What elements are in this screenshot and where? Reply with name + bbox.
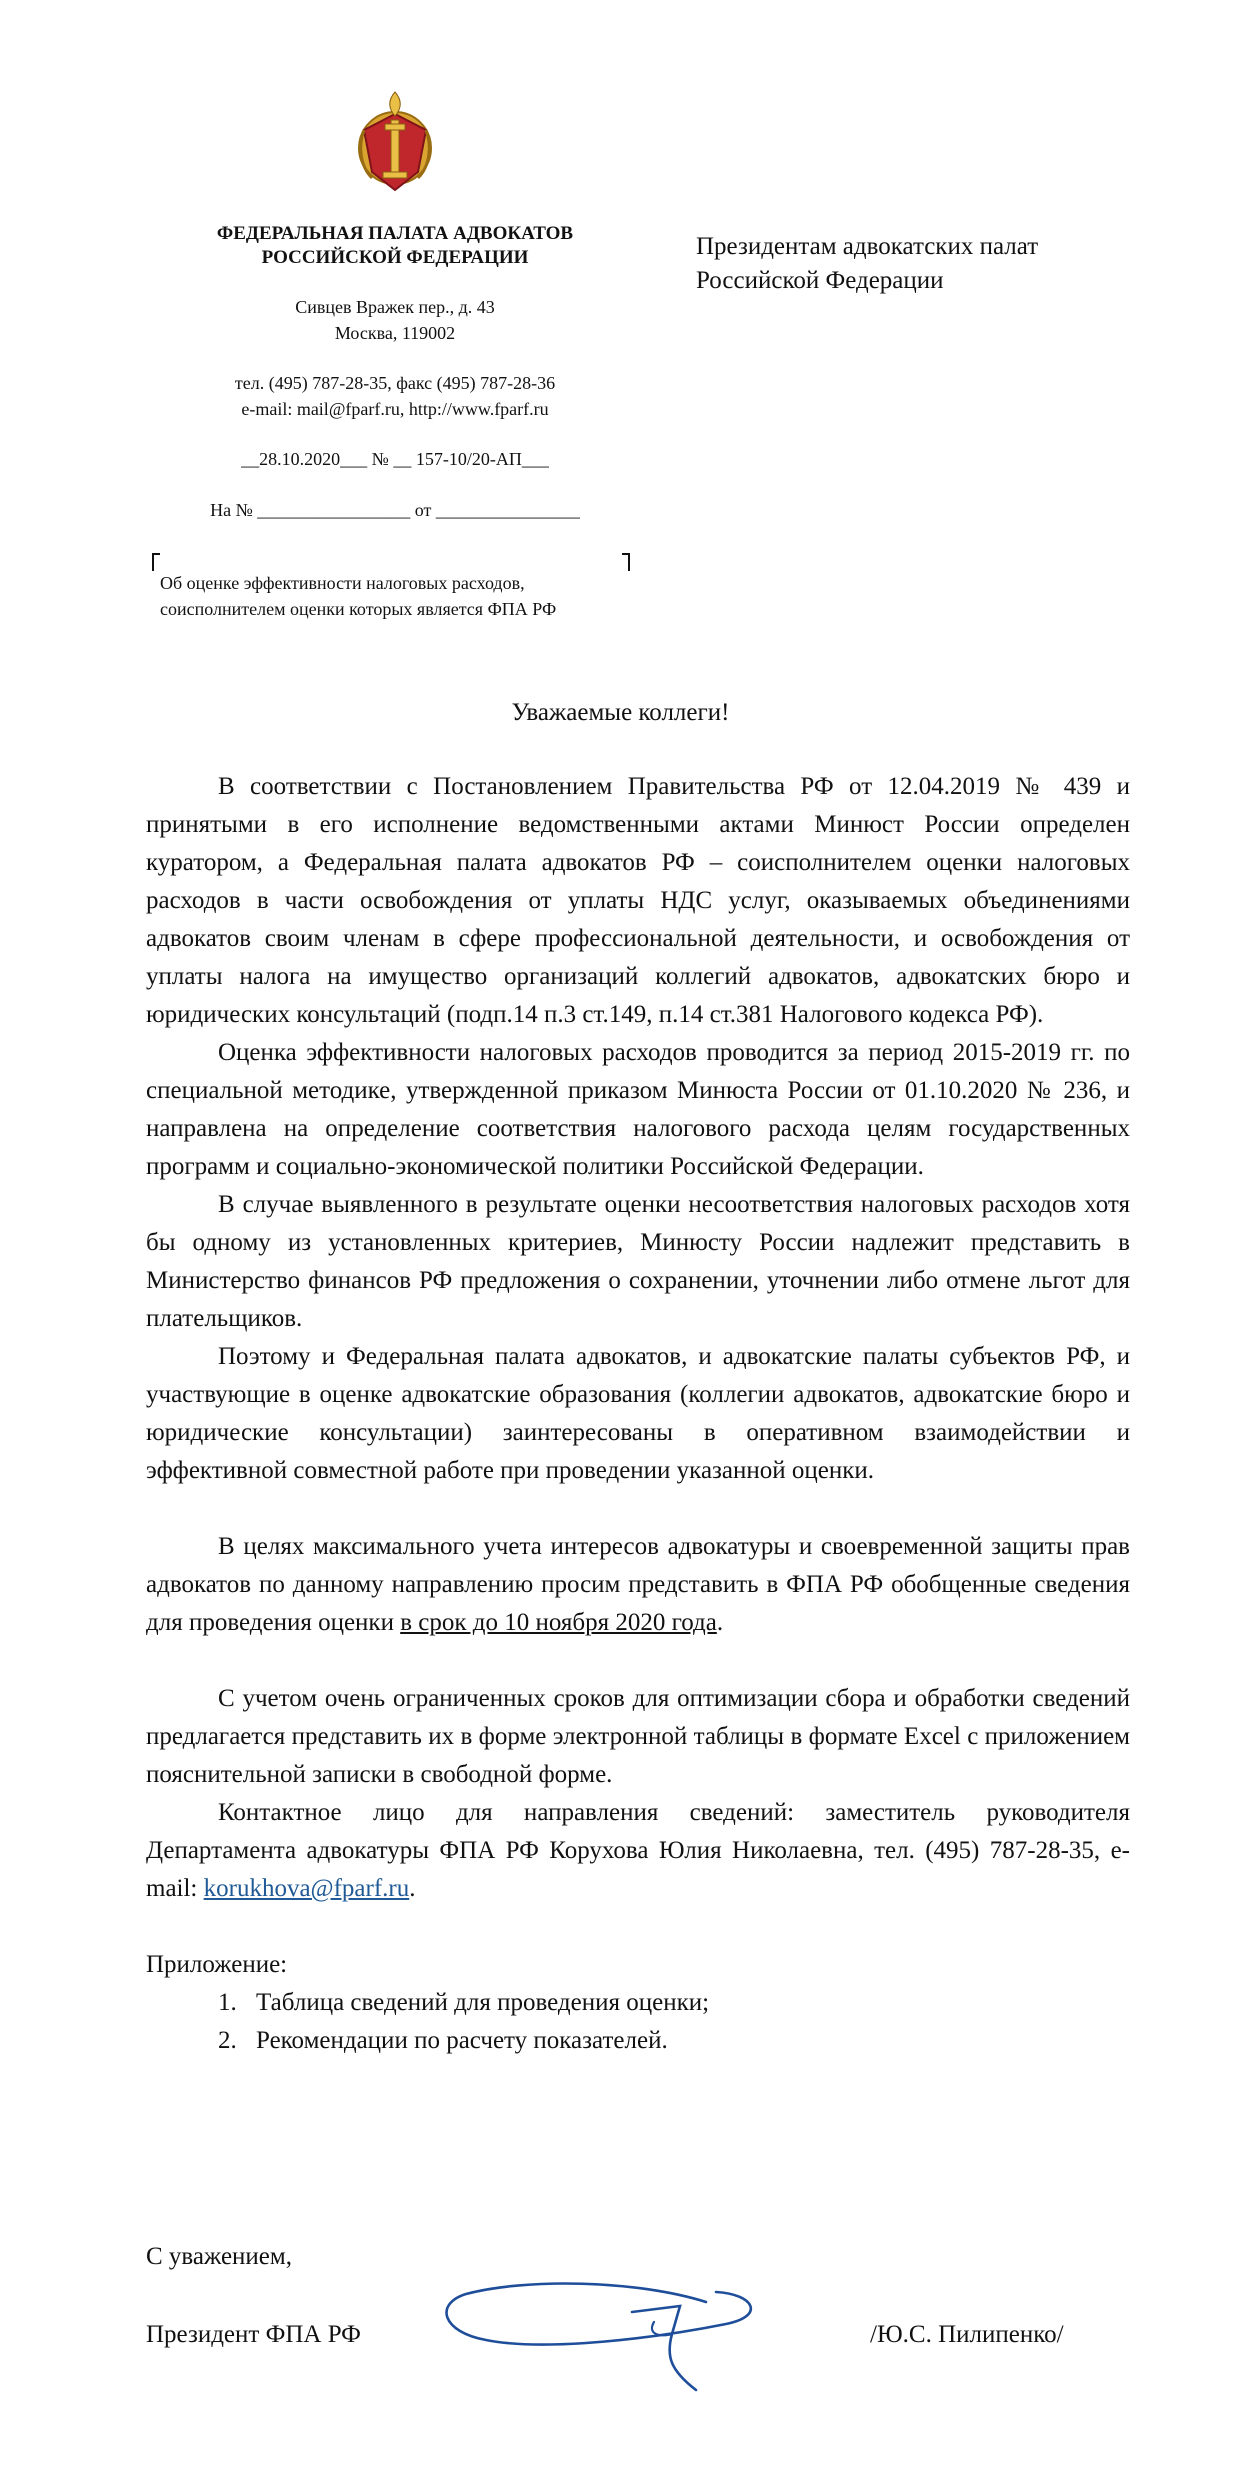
handwritten-signature (436, 2272, 766, 2402)
paragraph-2: Оценка эффективности налоговых расходов проводится за период 2015-2019 гг. по специальной методике, утвержденной приказом Минюста России от 01.10.2020 № 236, и направлена на определение соответствия налогового расхода целям государственных программ и социально-экономической политики Российской Федерации. (146, 1039, 1130, 1180)
signatory-name: /Ю.С. Пилипенко/ (870, 2321, 1064, 2348)
letter-body (146, 768, 1130, 2060)
org-name-line-2: РОССИЙСКОЙ ФЕДЕРАЦИИ (261, 247, 529, 268)
address-line-2: Москва, 119002 (334, 323, 456, 343)
address-line-1: Сивцев Вражек пер., д. 43 (295, 297, 495, 317)
subject-corner-marks (152, 552, 630, 572)
fpa-emblem-logo (352, 86, 438, 198)
paragraph-7 (146, 1794, 1130, 1908)
paragraph-5-end: . (716, 1609, 724, 1636)
paragraph-1: В соответствии с Постановлением Правительства РФ от 12.04.2019 № 439 и принятыми в его исполнение ведомственными актами Минюст России определен куратором, а Федеральная палата адвокатов РФ – соисполнителем оценки налоговых расходов в части освобождения от уплаты НДС услуг, оказываемых объединениями адвокатов своим членам в сфере профессиональной деятельности, и освобождения от уплаты налога на имущество организаций коллегий адвокатов, адвокатских бюро и юридических консультаций (подп.14 п.3 ст.149, п.14 ст.381 Налогового кодекса РФ). (146, 773, 1130, 1028)
organization-contacts (140, 370, 650, 422)
paragraph-5-text: В целях максимального учета интересов адвокатуры и своевременной защиты прав адвокатов по данному направлению просим представить в ФПА РФ обобщенные сведения для проведения оценки (146, 1533, 1130, 1636)
addressee-line-2: Российской Федерации (696, 267, 944, 294)
addressee-line-1: Президентам адвокатских палат (696, 233, 1039, 260)
letter-subject (160, 570, 630, 622)
deadline-text: в срок до 10 ноября 2020 года (400, 1609, 717, 1636)
organization-name (140, 222, 650, 270)
phone-fax-line: тел. (495) 787-28-35, факс (495) 787-28-36 (234, 373, 556, 393)
appendix-item-text: Рекомендации по расчету показателей. (256, 2027, 668, 2054)
organization-address (140, 294, 650, 346)
paragraph-5 (146, 1528, 1130, 1642)
org-name-line-1: ФЕДЕРАЛЬНАЯ ПАЛАТА АДВОКАТОВ (216, 223, 574, 244)
paragraph-7-end: . (409, 1875, 416, 1902)
signatory-position: Президент ФПА РФ (146, 2321, 361, 2348)
paragraph-4: Поэтому и Федеральная палата адвокатов, и адвокатские палаты субъектов РФ, и участвующие в оценке адвокатские образования (коллегии адвокатов, адвокатские бюро и юридические консультации) заинтересованы в оперативном взаимодействии и эффективной совместной работе при проведении указанной оценки. (146, 1343, 1130, 1484)
paragraph-7-text: Контактное лицо для направления сведений: заместитель руководителя Департамента адвокатуры ФПА РФ Корухова Юлия Николаевна, тел. (495) 787-28-35, e-mail: (146, 1799, 1130, 1902)
addressee (696, 230, 1116, 298)
appendix-title: Приложение: (146, 1951, 288, 1978)
paragraph-3: В случае выявленного в результате оценки несоответствия налоговых расходов хотя бы одному из установленных критериев, Минюсту России надлежит представить в Министерство финансов РФ предложения о сохранении, уточнении либо отмене льгот для плательщиков. (146, 1191, 1130, 1332)
email-web-line: e-mail: mail@fparf.ru, http://www.fparf.ru (241, 399, 549, 419)
appendix-item-number: 1. (218, 1989, 237, 2016)
appendix-item (146, 2022, 1130, 2060)
subject-line-1: Об оценке эффективности налоговых расходов, (160, 573, 525, 593)
in-reply-reference: На № _________________ от ________________ (210, 500, 580, 520)
paragraph-6: С учетом очень ограниченных сроков для оптимизации сбора и обработки сведений предлагается представить их в форме электронной таблицы в формате Excel с приложением пояснительной записки в свободной форме. (146, 1685, 1130, 1788)
appendix-item (146, 1984, 1130, 2022)
appendix-list (146, 1984, 1130, 2060)
closing-regards: С уважением, (146, 2243, 292, 2270)
appendix-item-number: 2. (218, 2027, 237, 2054)
subject-line-2: соисполнителем оценки которых является ФПА РФ (160, 599, 557, 619)
greeting: Уважаемые коллеги! (511, 699, 730, 726)
appendix-item-text: Таблица сведений для проведения оценки; (256, 1989, 710, 2016)
outgoing-reference: __28.10.2020___ № __ 157-10/20-АП___ (241, 449, 549, 469)
contact-email-link[interactable]: korukhova@fparf.ru (203, 1875, 410, 1902)
